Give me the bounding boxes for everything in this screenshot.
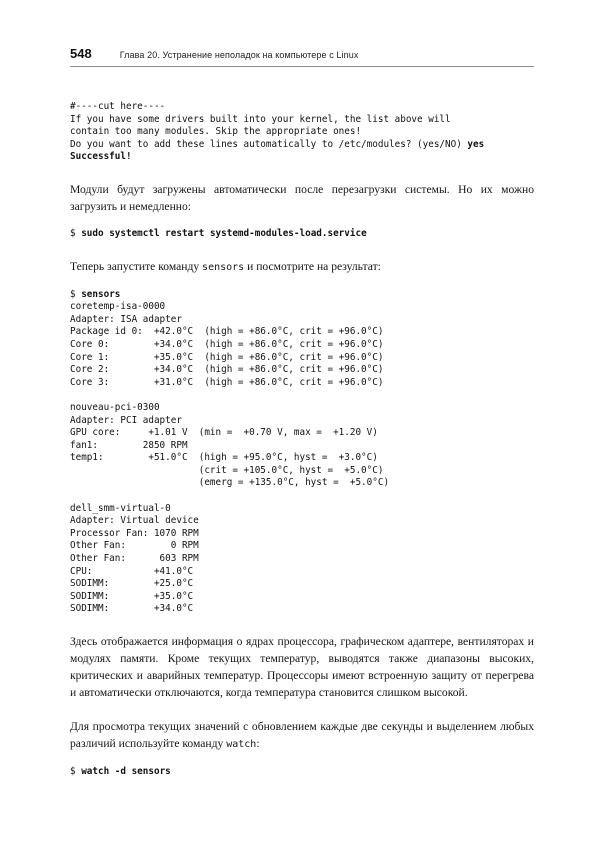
code-line: Other Fan: 0 RPM: [70, 540, 199, 552]
code-line: $ sudo systemctl restart systemd-modules-load.service: [70, 227, 367, 239]
paragraph-text: :: [256, 737, 260, 750]
page-header: [70, 46, 534, 61]
chapter-title: Глава 20. Устранение неполадок на компьютере с Linux: [119, 50, 359, 60]
header-rule: [70, 66, 534, 67]
cut-here-code-block: [70, 101, 534, 164]
code-line: Core 1: +35.0°C (high = +86.0°C, crit = +96.0°C): [70, 351, 384, 363]
code-line: SODIMM: +34.0°C: [70, 603, 194, 615]
paragraph-text: и посмотрите на результат:: [244, 259, 381, 273]
code-line: (emerg = +135.0°C, hyst = +5.0°C): [70, 477, 390, 489]
code-line: SODIMM: +35.0°C: [70, 590, 194, 602]
code-line: Package id 0: +42.0°C (high = +86.0°C, crit = +96.0°C): [70, 326, 384, 338]
code-line: $ watch -d sensors: [70, 766, 171, 777]
code-line: coretemp-isa-0000: [70, 301, 166, 313]
code-line: Adapter: ISA adapter: [70, 313, 182, 325]
code-line: (crit = +105.0°C, hyst = +5.0°C): [70, 464, 384, 476]
code-line: $ sensors: [70, 288, 121, 300]
code-line: nouveau-pci-0300: [70, 401, 160, 413]
code-line: Do you want to add these lines automatically to /etc/modules? (yes/NO) yes: [70, 138, 485, 150]
code-line: fan1: 2850 RPM: [70, 439, 188, 451]
paragraph-sensors-explanation: Здесь отображается информация о ядрах процессора, графическом адаптере, вентиляторах и модулях памяти. Кроме текущих температур, выводятся также диапазоны высоких, критических и аварийных температур. Процессоры имеют встроенную защиту от перегрева и автоматически отключаются, когда температура становится слишком высокой.: [70, 635, 534, 699]
code-line: GPU core: +1.01 V (min = +0.70 V, max = +1.20 V): [70, 427, 378, 439]
code-line: Successful!: [70, 151, 132, 163]
paragraph-modules-loaded: Модули будут загружены автоматически после перезагрузки системы. Но их можно загрузить и немедленно:: [70, 182, 534, 213]
paragraph-text: Теперь запустите команду: [70, 259, 203, 273]
paragraph-run-sensors: [70, 258, 534, 276]
code-line: Core 3: +31.0°C (high = +86.0°C, crit = +96.0°C): [70, 376, 384, 388]
code-line: dell_smm-virtual-0: [70, 502, 171, 514]
code-line: [70, 389, 534, 402]
inline-code-sensors: sensors: [202, 261, 245, 273]
code-line: temp1: +51.0°C (high = +95.0°C, hyst = +3.0°C): [70, 452, 378, 464]
code-line: contain too many modules. Skip the appropriate ones!: [70, 126, 362, 138]
code-line: If you have some drivers built into your kernel, the list above will: [70, 113, 451, 125]
paragraph-text: Для просмотра текущих значений с обновлением каждые две секунды и выделением любых различий используйте команду: [70, 720, 534, 750]
code-line: [70, 490, 534, 503]
code-line: Other Fan: 603 RPM: [70, 553, 199, 565]
code-line: Processor Fan: 1070 RPM: [70, 527, 199, 539]
paragraph-watch-intro: [70, 718, 534, 753]
code-line: SODIMM: +25.0°C: [70, 578, 194, 590]
watch-command-block: [70, 766, 534, 779]
sensors-output-block: [70, 289, 534, 616]
systemctl-command-block: [70, 228, 534, 241]
code-line: Core 0: +34.0°C (high = +86.0°C, crit = +96.0°C): [70, 338, 384, 350]
code-line: Core 2: +34.0°C (high = +86.0°C, crit = +96.0°C): [70, 364, 384, 376]
page-number: 548: [70, 46, 92, 61]
code-line: CPU: +41.0°C: [70, 565, 194, 577]
code-line: Adapter: PCI adapter: [70, 414, 182, 426]
code-line: Adapter: Virtual device: [70, 515, 199, 527]
code-line: #----cut here----: [70, 101, 166, 112]
inline-code-watch: watch: [226, 739, 257, 750]
